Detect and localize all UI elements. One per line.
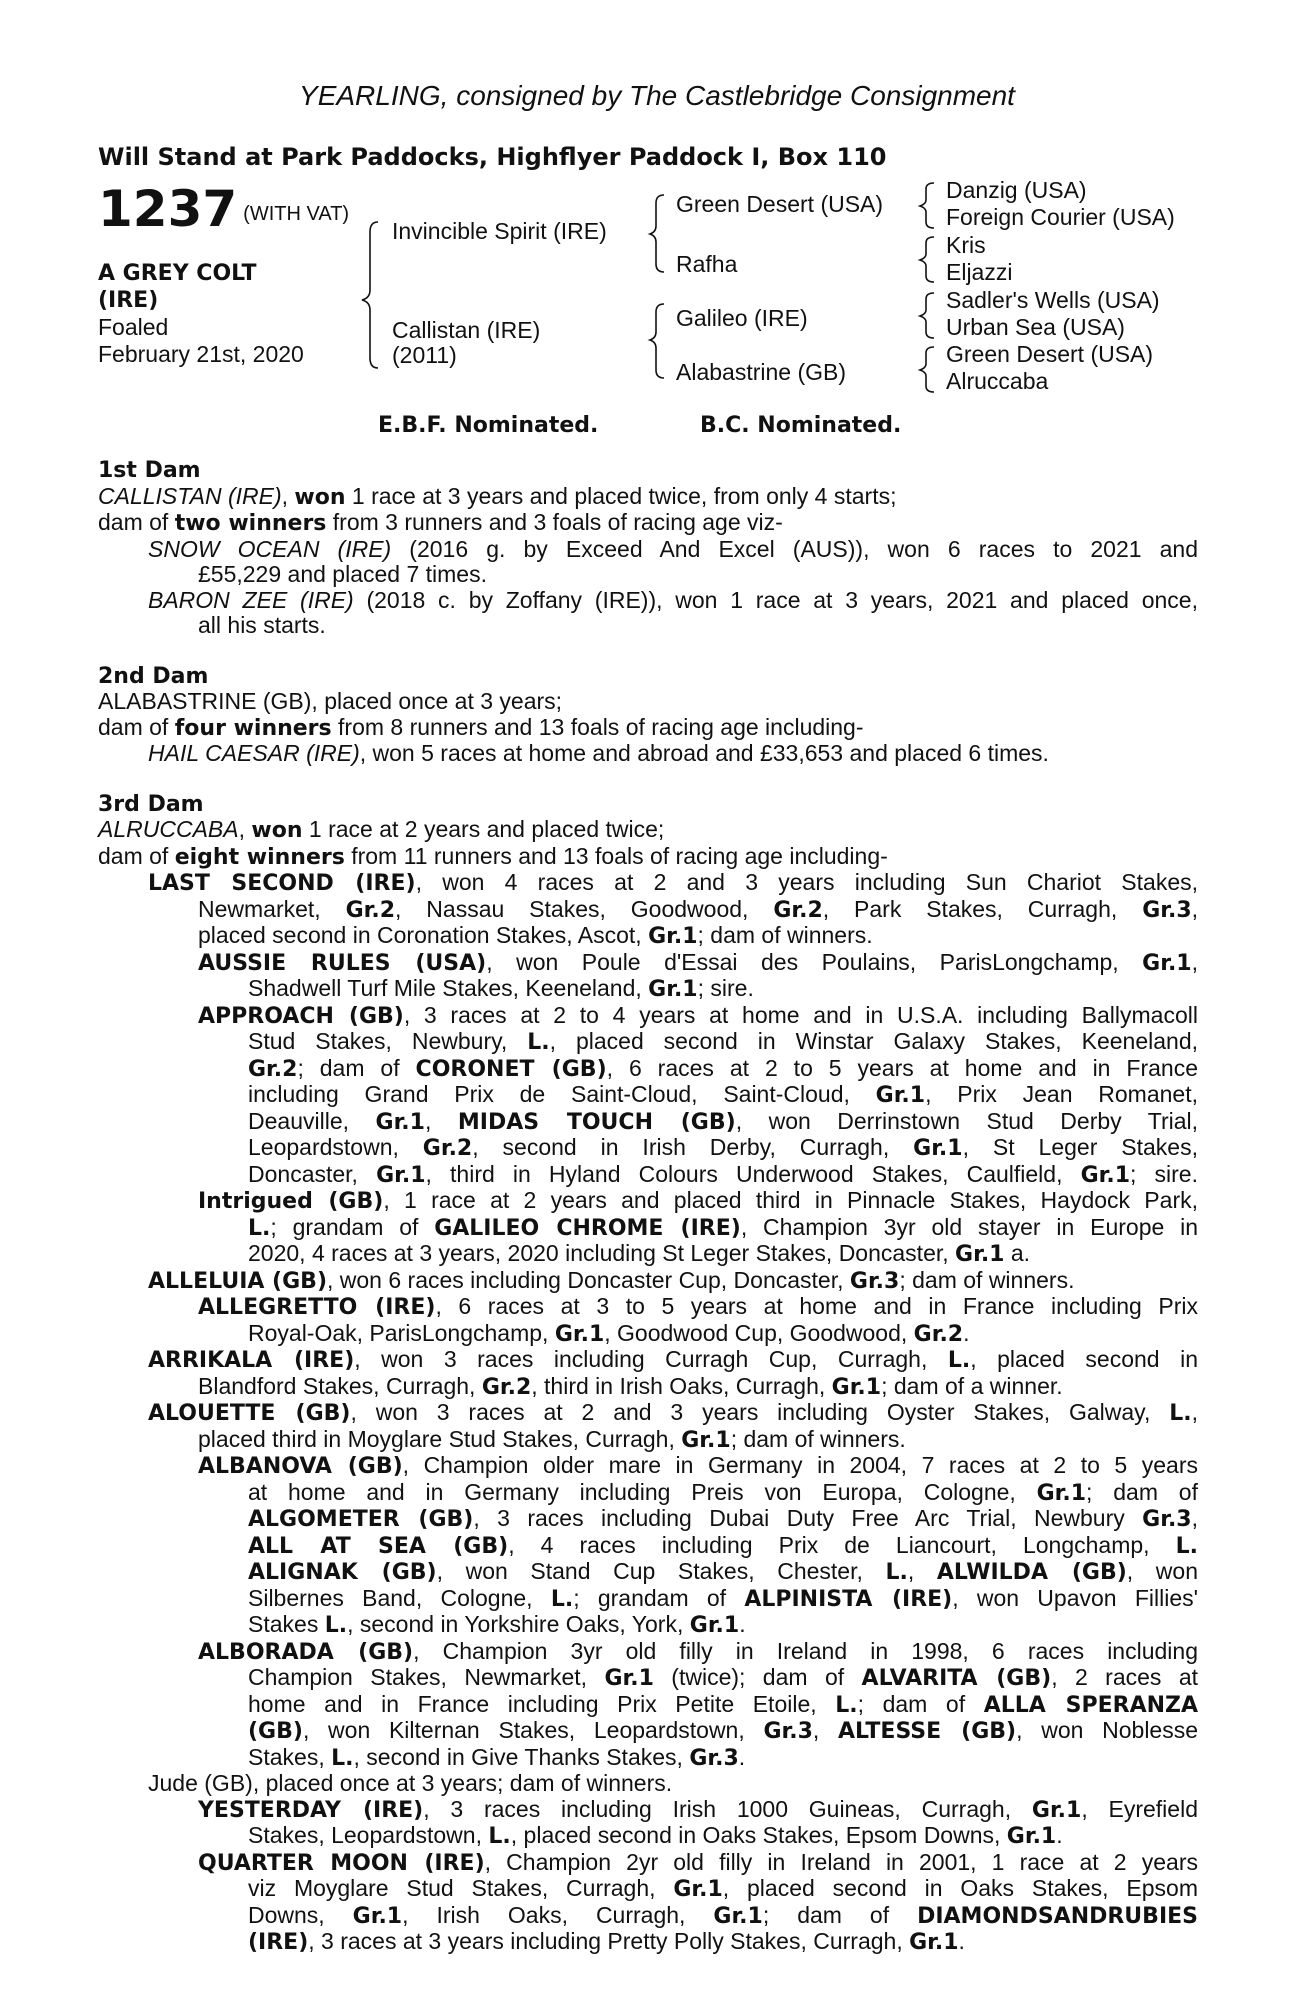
text: Downs, bbox=[248, 1901, 353, 1928]
produce-line bbox=[98, 897, 1198, 924]
dam1-line bbox=[98, 537, 1198, 563]
first-dam-heading: 1st Dam bbox=[98, 458, 201, 483]
dam1-line bbox=[98, 562, 1198, 588]
text: placed second in Coronation Stakes, Ascot, bbox=[198, 922, 649, 948]
grandsire-1: Danzig (USA) bbox=[946, 177, 1087, 203]
consignor-heading: YEARLING, consigned by The Castlebridge Consignment bbox=[299, 80, 1015, 111]
dam3-line bbox=[98, 844, 1198, 871]
grandsire-5: Sadler's Wells (USA) bbox=[946, 287, 1160, 313]
text: £55,229 and placed 7 times. bbox=[198, 561, 487, 587]
text: dam of bbox=[98, 509, 175, 535]
grade: Gr.2 bbox=[913, 1321, 964, 1347]
grade: Gr.1 bbox=[689, 1613, 740, 1638]
text: ; dam of bbox=[857, 1690, 984, 1717]
text: , won bbox=[1126, 1558, 1198, 1584]
brace-g56 bbox=[920, 293, 934, 338]
text: , St Leger Stakes, bbox=[962, 1134, 1198, 1160]
produce-line bbox=[98, 1639, 1198, 1666]
third-dam-heading: 3rd Dam bbox=[98, 791, 204, 817]
text: , Champion 2yr old filly in Ireland in 2001, 1 race at 2 years bbox=[484, 1848, 1198, 1875]
text: 1 race at 3 years and placed twice, from only 4 starts; bbox=[345, 482, 897, 509]
text: dam of bbox=[98, 842, 175, 869]
text: (2018 c. by Zoffany (IRE)), won 1 race at 3 years, 2021 and placed once, bbox=[353, 586, 1198, 613]
produce-line bbox=[98, 1718, 1198, 1745]
horse-name: ALBORADA (GB) bbox=[198, 1639, 414, 1665]
produce-line bbox=[98, 1797, 1198, 1824]
text: ; dam of winners. bbox=[697, 922, 873, 948]
text: , bbox=[238, 816, 252, 842]
horse-name: ALLELUIA (GB) bbox=[148, 1268, 327, 1294]
text: all his starts. bbox=[198, 612, 326, 638]
text: , second in Yorkshire Oaks, York, bbox=[347, 1611, 690, 1637]
text: Stakes, Leopardstown, bbox=[248, 1822, 489, 1848]
horse-name: ALOUETTE (GB) bbox=[148, 1401, 351, 1426]
text: , 1 race at 2 years and placed third in Pinnacle Stakes, Haydock Park, bbox=[383, 1187, 1198, 1213]
text: ; dam of bbox=[762, 1901, 918, 1928]
text: , Park Stakes, Curragh, bbox=[822, 895, 1143, 922]
dam3-line bbox=[98, 817, 1198, 844]
produce-line bbox=[98, 1056, 1198, 1083]
produce-line bbox=[98, 923, 1198, 950]
horse-name: Intrigued (GB) bbox=[198, 1189, 384, 1214]
text: , Irish Oaks, Curragh, bbox=[402, 1901, 714, 1928]
text: , won Noblesse bbox=[1016, 1717, 1199, 1743]
grade: Gr.1 bbox=[376, 1162, 426, 1188]
produce-line bbox=[98, 1586, 1198, 1613]
produce-line bbox=[98, 1903, 1198, 1930]
vat-label: (WITH VAT) bbox=[243, 203, 350, 225]
grade: Gr.1 bbox=[955, 1242, 1005, 1267]
sire-dam: Rafha bbox=[676, 251, 738, 277]
grade: Gr.1 bbox=[1142, 950, 1192, 976]
text: , Nassau Stakes, Goodwood, bbox=[395, 895, 774, 922]
horse-name: MIDAS TOUCH (GB) bbox=[457, 1109, 736, 1135]
text: , won Stand Cup Stakes, Chester, bbox=[436, 1558, 886, 1584]
dam2-line bbox=[98, 741, 1198, 767]
text: Stud Stakes, Newbury, bbox=[248, 1028, 528, 1054]
text: , 3 races including Irish 1000 Guineas, Curragh, bbox=[423, 1795, 1032, 1822]
text: , Goodwood Cup, Goodwood, bbox=[604, 1319, 914, 1346]
produce-line bbox=[98, 1109, 1198, 1136]
text: , placed second in Oaks Stakes, Epsom bbox=[722, 1875, 1198, 1901]
dam2-line bbox=[98, 715, 1198, 742]
produce-line bbox=[98, 1268, 1198, 1295]
grandsire-3: Kris bbox=[946, 232, 986, 258]
produce-line bbox=[98, 1612, 1198, 1639]
grade: Gr.2 bbox=[422, 1136, 473, 1161]
granddam-2: Foreign Courier (USA) bbox=[946, 204, 1175, 230]
dam-name: CALLISTAN (IRE) bbox=[98, 482, 282, 509]
produce-line bbox=[98, 1215, 1198, 1242]
text: , 3 races at 3 years including Pretty Polly Stakes, Curragh, bbox=[308, 1928, 910, 1954]
colt-origin: (IRE) bbox=[98, 288, 159, 313]
grade: Gr.1 bbox=[375, 1109, 425, 1135]
text: , bbox=[1191, 1505, 1198, 1531]
lot-number-value: 1237 bbox=[98, 180, 238, 238]
text: . bbox=[1056, 1822, 1063, 1848]
produce-line bbox=[98, 1321, 1198, 1348]
text: , Champion 3yr old stayer in Europe in bbox=[740, 1213, 1199, 1240]
text: four winners bbox=[174, 715, 332, 741]
text: including Grand Prix de Saint-Cloud, Saint-Cloud, bbox=[248, 1081, 876, 1107]
foaled-date: February 21st, 2020 bbox=[98, 341, 304, 367]
horse-name: ALVARITA (GB) bbox=[861, 1666, 1052, 1691]
produce-line bbox=[98, 1400, 1198, 1427]
produce-line bbox=[98, 1347, 1198, 1374]
horse-name: APPROACH (GB) bbox=[198, 1003, 404, 1029]
text: . bbox=[738, 1743, 746, 1770]
dam-dam: Alabastrine (GB) bbox=[676, 359, 847, 385]
text: Stakes bbox=[248, 1611, 325, 1637]
produce-line bbox=[98, 1533, 1198, 1560]
text: ALABASTRINE (GB), placed once at 3 years; bbox=[98, 688, 563, 714]
grade: Gr.1 bbox=[648, 924, 698, 949]
produce-line bbox=[98, 1665, 1198, 1692]
horse-name: LAST SECOND (IRE) bbox=[148, 871, 416, 896]
text: , third in Irish Oaks, Curragh, bbox=[531, 1372, 832, 1399]
dam1-line bbox=[98, 613, 1198, 639]
text: , 3 races at 2 to 4 years at home and in U.S.A. including Ballymacoll bbox=[403, 1001, 1198, 1028]
horse-name: QUARTER MOON (IRE) bbox=[198, 1850, 485, 1876]
grade: Gr.1 bbox=[673, 1877, 723, 1902]
text: , Champion older mare in Germany in 2004, 7 races at 2 to 5 years bbox=[402, 1452, 1198, 1478]
text: Deauville, bbox=[248, 1107, 376, 1134]
produce-line bbox=[98, 1374, 1198, 1401]
dam-year: (2011) bbox=[392, 342, 457, 368]
text: Blandford Stakes, Curragh, bbox=[198, 1372, 482, 1399]
produce-line bbox=[98, 1850, 1198, 1877]
text: Newmarket, bbox=[198, 895, 346, 922]
text: , bbox=[907, 1558, 937, 1584]
text: , won Derrinstown Stud Derby Trial, bbox=[735, 1107, 1199, 1134]
granddam-8: Alruccaba bbox=[946, 368, 1049, 394]
produce-line bbox=[98, 1929, 1198, 1956]
text: Silbernes Band, Cologne, bbox=[248, 1584, 551, 1611]
produce-line bbox=[98, 1135, 1198, 1162]
grade: L. bbox=[527, 1030, 550, 1055]
horse-name: CORONET (GB) bbox=[415, 1056, 607, 1082]
text: Champion Stakes, Newmarket, bbox=[248, 1664, 605, 1690]
grade: Gr.1 bbox=[875, 1083, 926, 1108]
produce-line bbox=[98, 1506, 1198, 1533]
text: eight winners bbox=[174, 844, 345, 870]
produce-line bbox=[98, 1162, 1198, 1189]
text: ; grandam of bbox=[573, 1584, 745, 1611]
grade: Gr.3 bbox=[849, 1268, 900, 1294]
grade: Gr.1 bbox=[681, 1427, 731, 1453]
ebf-nominated: E.B.F. Nominated. bbox=[378, 413, 599, 438]
text: , bbox=[812, 1717, 839, 1743]
granddam-4: Eljazzi bbox=[946, 259, 1013, 285]
dam-sire: Galileo (IRE) bbox=[676, 305, 808, 331]
text: Royal-Oak, ParisLongchamp, bbox=[248, 1319, 555, 1346]
text: , placed second in bbox=[970, 1346, 1198, 1372]
text: two winners bbox=[174, 511, 327, 536]
text: , Champion 3yr old filly in Ireland in 1998, 6 races including bbox=[413, 1637, 1198, 1664]
grade: L. bbox=[835, 1692, 858, 1718]
grade: Gr.1 bbox=[913, 1136, 963, 1161]
produce-line bbox=[98, 1294, 1198, 1321]
produce-line bbox=[98, 870, 1198, 897]
produce-line bbox=[98, 1745, 1198, 1772]
grade: Gr.3 bbox=[1142, 897, 1192, 923]
text: a. bbox=[1004, 1240, 1031, 1266]
horse-name: ALLEGRETTO (IRE) bbox=[198, 1295, 436, 1320]
grade: L. bbox=[947, 1348, 971, 1373]
text: won bbox=[294, 484, 346, 510]
brace-g12 bbox=[920, 183, 934, 228]
horse-name: ALPINISTA (IRE) bbox=[744, 1586, 953, 1612]
text: , won 5 races at home and abroad and £33,653 and placed 6 times. bbox=[359, 740, 1049, 766]
dam1-line bbox=[98, 588, 1198, 614]
horse-name: ALTESSE (GB) bbox=[838, 1719, 1017, 1744]
produce-line bbox=[98, 1692, 1198, 1719]
text: , 6 races at 2 to 5 years at home and in France bbox=[606, 1054, 1198, 1081]
horse-name: ALWILDA (GB) bbox=[936, 1560, 1127, 1585]
grade: Gr.1 bbox=[1080, 1162, 1131, 1188]
dam-name: Callistan (IRE) bbox=[392, 317, 541, 343]
second-dam-heading: 2nd Dam bbox=[98, 663, 209, 689]
text: , won Upavon Fillies' bbox=[952, 1584, 1198, 1611]
text: , bbox=[1191, 948, 1198, 975]
text: ; grandam of bbox=[270, 1213, 435, 1240]
horse-name: GALILEO CHROME (IRE) bbox=[434, 1215, 741, 1241]
grade: L. bbox=[550, 1586, 574, 1612]
text: , placed second in Winstar Galaxy Stakes, Keeneland, bbox=[549, 1028, 1198, 1054]
text: from 11 runners and 13 foals of racing age including- bbox=[344, 842, 888, 869]
text: , won 4 races at 2 and 3 years including Sun Chariot Stakes, bbox=[415, 869, 1198, 895]
text: placed third in Moyglare Stud Stakes, Curragh, bbox=[198, 1425, 682, 1452]
grade: Gr.1 bbox=[909, 1930, 959, 1955]
horse-name: (IRE) bbox=[248, 1930, 309, 1955]
grandsire-7: Green Desert (USA) bbox=[946, 341, 1154, 367]
produce-line bbox=[98, 1082, 1198, 1109]
horse-name: ALLA SPERANZA bbox=[983, 1692, 1199, 1718]
venue-line: Will Stand at Park Paddocks, Highflyer Paddock I, Box 110 bbox=[98, 143, 887, 171]
grade: L. bbox=[248, 1215, 271, 1241]
text: , won Kilternan Stakes, Leopardstown, bbox=[302, 1717, 764, 1743]
grade: Gr.2 bbox=[345, 897, 396, 923]
produce-line bbox=[98, 1241, 1198, 1268]
produce-line bbox=[98, 1453, 1198, 1480]
sire-name: Invincible Spirit (IRE) bbox=[392, 218, 607, 244]
brace-dam bbox=[650, 304, 664, 378]
text: , 2 races at bbox=[1051, 1664, 1199, 1690]
text: viz Moyglare Stud Stakes, Curragh, bbox=[248, 1875, 674, 1901]
bc-nominated: B.C. Nominated. bbox=[700, 413, 902, 438]
text: , third in Hyland Colours Underwood Stakes, Caulfield, bbox=[425, 1160, 1081, 1187]
text: won bbox=[251, 818, 303, 843]
horse-name: ALL AT SEA (GB) bbox=[248, 1533, 509, 1559]
horse-name: ALBANOVA (GB) bbox=[198, 1454, 403, 1479]
produce-line bbox=[98, 1003, 1198, 1030]
text: from 8 runners and 13 foals of racing age including- bbox=[331, 713, 864, 740]
grade: L. bbox=[324, 1613, 348, 1638]
grade: L. bbox=[1169, 1401, 1192, 1426]
text: , 6 races at 3 to 5 years at home and in France including Prix bbox=[435, 1293, 1199, 1319]
text: 1 race at 2 years and placed twice; bbox=[302, 816, 665, 842]
produce-line bbox=[98, 1823, 1198, 1850]
horse-name: (GB) bbox=[248, 1719, 303, 1744]
text: Shadwell Turf Mile Stakes, Keeneland, bbox=[248, 975, 649, 1001]
text: (2016 g. by Exceed And Excel (AUS)), won 6 races to 2021 and bbox=[391, 535, 1199, 562]
horse-name: ALGOMETER (GB) bbox=[248, 1507, 474, 1532]
grade: Gr.2 bbox=[481, 1374, 532, 1400]
horse-name: AUSSIE RULES (USA) bbox=[198, 950, 487, 976]
text: , bbox=[1191, 895, 1199, 922]
horse-name: YESTERDAY (IRE) bbox=[198, 1797, 424, 1823]
text: 2020, 4 races at 3 years, 2020 including St Leger Stakes, Doncaster, bbox=[248, 1240, 956, 1266]
dam2-line bbox=[98, 689, 1198, 715]
text: , second in Give Thanks Stakes, bbox=[353, 1743, 690, 1770]
brace-g34 bbox=[920, 237, 934, 282]
dam1-line bbox=[98, 484, 1198, 511]
text: , won 3 races including Curragh Cup, Curragh, bbox=[354, 1346, 948, 1372]
text: , won 6 races including Doncaster Cup, Doncaster, bbox=[327, 1266, 850, 1293]
text: , Eyrefield bbox=[1081, 1795, 1198, 1822]
grade: Gr.3 bbox=[1142, 1507, 1192, 1532]
colt-description: A GREY COLT bbox=[98, 261, 257, 286]
text: ; dam of winners. bbox=[899, 1266, 1075, 1293]
grade: Gr.1 bbox=[604, 1666, 654, 1691]
text: Doncaster, bbox=[248, 1160, 377, 1187]
text: , placed second in Oaks Stakes, Epsom Downs, bbox=[510, 1822, 1007, 1848]
produce-line bbox=[98, 1427, 1198, 1454]
produce-line bbox=[98, 950, 1198, 977]
brace-main bbox=[362, 222, 378, 368]
horse-name: ALRUCCABA bbox=[98, 816, 239, 842]
grade: Gr.2 bbox=[248, 1056, 298, 1082]
horse-name: ARRIKALA (IRE) bbox=[148, 1348, 355, 1373]
grade: Gr.2 bbox=[773, 897, 823, 923]
produce-line bbox=[98, 1029, 1198, 1056]
text: , 3 races including Dubai Duty Free Arc Trial, Newbury bbox=[473, 1505, 1143, 1531]
produce-line bbox=[98, 1559, 1198, 1586]
text: ; dam of bbox=[1086, 1478, 1198, 1505]
text: , won Poule d'Essai des Poulains, ParisLongchamp, bbox=[486, 948, 1143, 975]
text: . bbox=[958, 1928, 965, 1954]
text: , bbox=[1191, 1399, 1198, 1425]
text: , bbox=[424, 1107, 458, 1134]
horse-name: HAIL CAESAR (IRE) bbox=[148, 740, 360, 766]
grade: Gr.1 bbox=[1031, 1797, 1082, 1823]
grade: Gr.1 bbox=[352, 1903, 403, 1929]
produce-line bbox=[98, 1771, 1198, 1797]
text: home and in France including Prix Petite Etoile, bbox=[248, 1690, 836, 1717]
text: dam of bbox=[98, 713, 175, 740]
text: . bbox=[963, 1319, 970, 1346]
text: Leopardstown, bbox=[248, 1134, 423, 1160]
grade: L. bbox=[1175, 1533, 1198, 1559]
grade: Gr.1 bbox=[1006, 1824, 1057, 1849]
text: , 4 races including Prix de Liancourt, Longchamp, bbox=[508, 1531, 1176, 1558]
sire-sire: Green Desert (USA) bbox=[676, 191, 884, 217]
text: , second in Irish Derby, Curragh, bbox=[472, 1134, 914, 1160]
text: . bbox=[739, 1611, 746, 1637]
grade: Gr.1 bbox=[713, 1903, 763, 1929]
grade: L. bbox=[885, 1560, 908, 1585]
text: ; dam of winners. bbox=[730, 1425, 906, 1452]
text: ; dam of bbox=[297, 1054, 416, 1081]
text: ; sire. bbox=[697, 975, 754, 1001]
horse-name: DIAMONDSANDRUBIES bbox=[917, 1903, 1198, 1929]
dam1-line bbox=[98, 510, 1198, 537]
text: , won 3 races at 2 and 3 years including Oyster Stakes, Galway, bbox=[350, 1399, 1170, 1425]
horse-name: BARON ZEE (IRE) bbox=[148, 586, 354, 613]
brace-sire bbox=[650, 195, 664, 272]
grade: L. bbox=[488, 1824, 511, 1849]
grade: Gr.3 bbox=[689, 1745, 739, 1771]
text: Stakes, bbox=[248, 1743, 332, 1770]
brace-g78 bbox=[920, 347, 934, 392]
text: Jude (GB), placed once at 3 years; dam of winners. bbox=[148, 1770, 673, 1796]
horse-name: SNOW OCEAN (IRE) bbox=[148, 535, 392, 562]
produce-line bbox=[98, 1188, 1198, 1215]
text: (twice); dam of bbox=[653, 1664, 862, 1690]
grade: Gr.1 bbox=[554, 1321, 605, 1347]
catalogue-body bbox=[98, 458, 1198, 1956]
grade: Gr.1 bbox=[831, 1374, 882, 1400]
grade: Gr.3 bbox=[763, 1719, 813, 1744]
text: ; sire. bbox=[1130, 1160, 1198, 1187]
text: ; dam of a winner. bbox=[881, 1372, 1063, 1399]
grade: Gr.1 bbox=[1036, 1480, 1087, 1506]
horse-name: ALIGNAK (GB) bbox=[248, 1560, 437, 1585]
produce-line bbox=[98, 976, 1198, 1003]
produce-line bbox=[98, 1480, 1198, 1507]
foaled-label: Foaled bbox=[98, 314, 169, 340]
grade: L. bbox=[331, 1745, 354, 1771]
produce-line bbox=[98, 1876, 1198, 1903]
text: , Prix Jean Romanet, bbox=[925, 1081, 1198, 1107]
text: at home and in Germany including Preis von Europa, Cologne, bbox=[248, 1478, 1037, 1505]
grade: Gr.1 bbox=[648, 977, 698, 1002]
granddam-6: Urban Sea (USA) bbox=[946, 314, 1125, 340]
text: , bbox=[281, 482, 295, 509]
text: from 3 runners and 3 foals of racing age viz- bbox=[326, 509, 783, 535]
